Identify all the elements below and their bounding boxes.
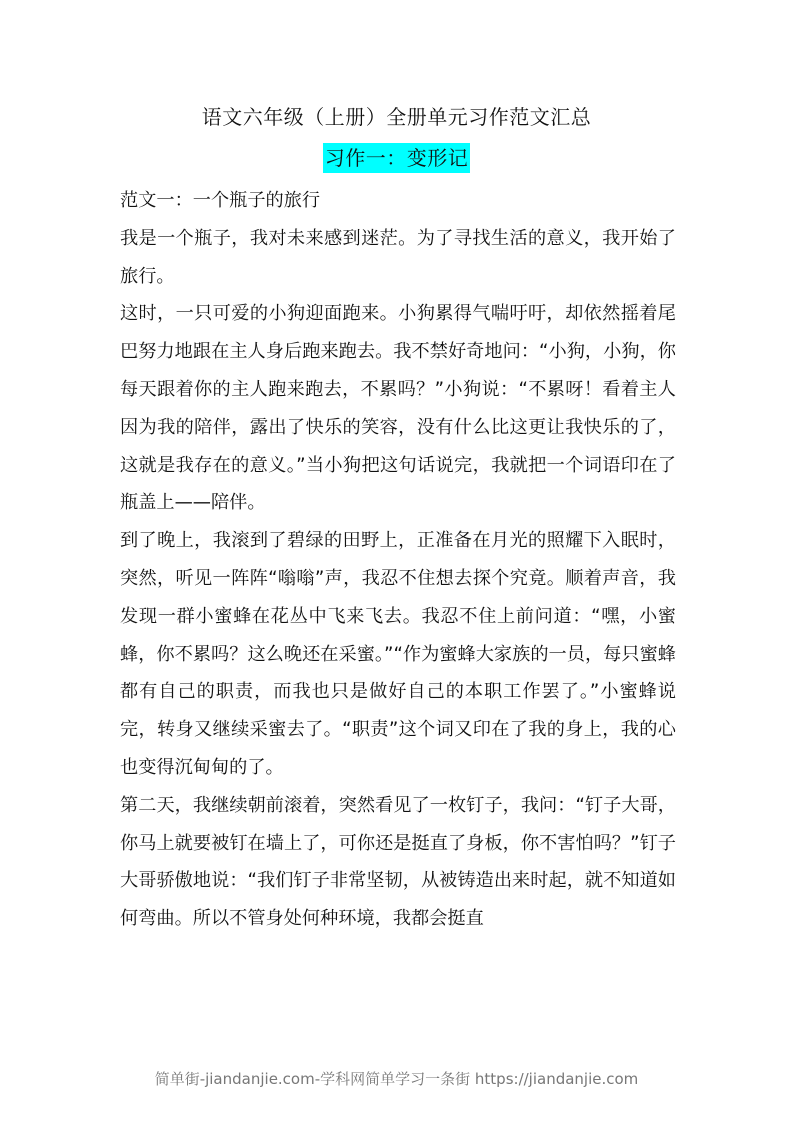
document-title: 语文六年级（上册）全册单元习作范文汇总 <box>201 105 592 129</box>
paragraph: 我是一个瓶子，我对未来感到迷茫。为了寻找生活的意义，我开始了旅行。 <box>120 227 676 287</box>
paragraph: 这时，一只可爱的小狗迎面跑来。小狗累得气喘吁吁，却依然摇着尾巴努力地跟在主人身后跑来跑去。我不禁好奇地问：“小狗，小狗，你每天跟着你的主人跑来跑去，不累吗？”小狗说：“不累呀！看着主人因为我的陪伴，露出了快乐的笑容，没有什么比这更让我快乐的了，这就是我存在的意义。”当小狗把这句话说完，我就把一个词语印在了瓶盖上——陪伴。 <box>120 303 676 514</box>
paragraph: 到了晚上，我滚到了碧绿的田野上，正准备在月光的照耀下入眠时，突然，听见一阵阵“嗡嗡”声，我忍不住想去探个究竟。顺着声音，我发现一群小蜜蜂在花丛中飞来飞去。我忍不住上前问道：“嘿，小蜜蜂，你不累吗？这么晚还在采蜜。”“作为蜜蜂大家族的一员，每只蜜蜂都有自己的职责，而我也只是做好自己的本职工作罢了。”小蜜蜂说完，转身又继续采蜜去了。“职责”这个词又印在了我的身上，我的心也变得沉甸甸的了。 <box>120 530 676 778</box>
essay-body <box>120 182 676 938</box>
section-heading: 习作一：变形记 <box>323 143 471 173</box>
page-footer: 简单街-jiandanjie.com-学科网简单学习一条街 https://jiandanjie.com <box>154 1070 639 1088</box>
paragraph: 第二天，我继续朝前滚着，突然看见了一枚钉子，我问：“钉子大哥，你马上就要被钉在墙上了，可你还是挺直了身板，你不害怕吗？”钉子大哥骄傲地说：“我们钉子非常坚韧，从被铸造出来时起，就不知道如何弯曲。所以不管身处何种环境，我都会挺直 <box>120 794 676 930</box>
essay-title: 范文一：一个瓶子的旅行 <box>120 190 321 211</box>
section-heading-container <box>0 143 793 173</box>
